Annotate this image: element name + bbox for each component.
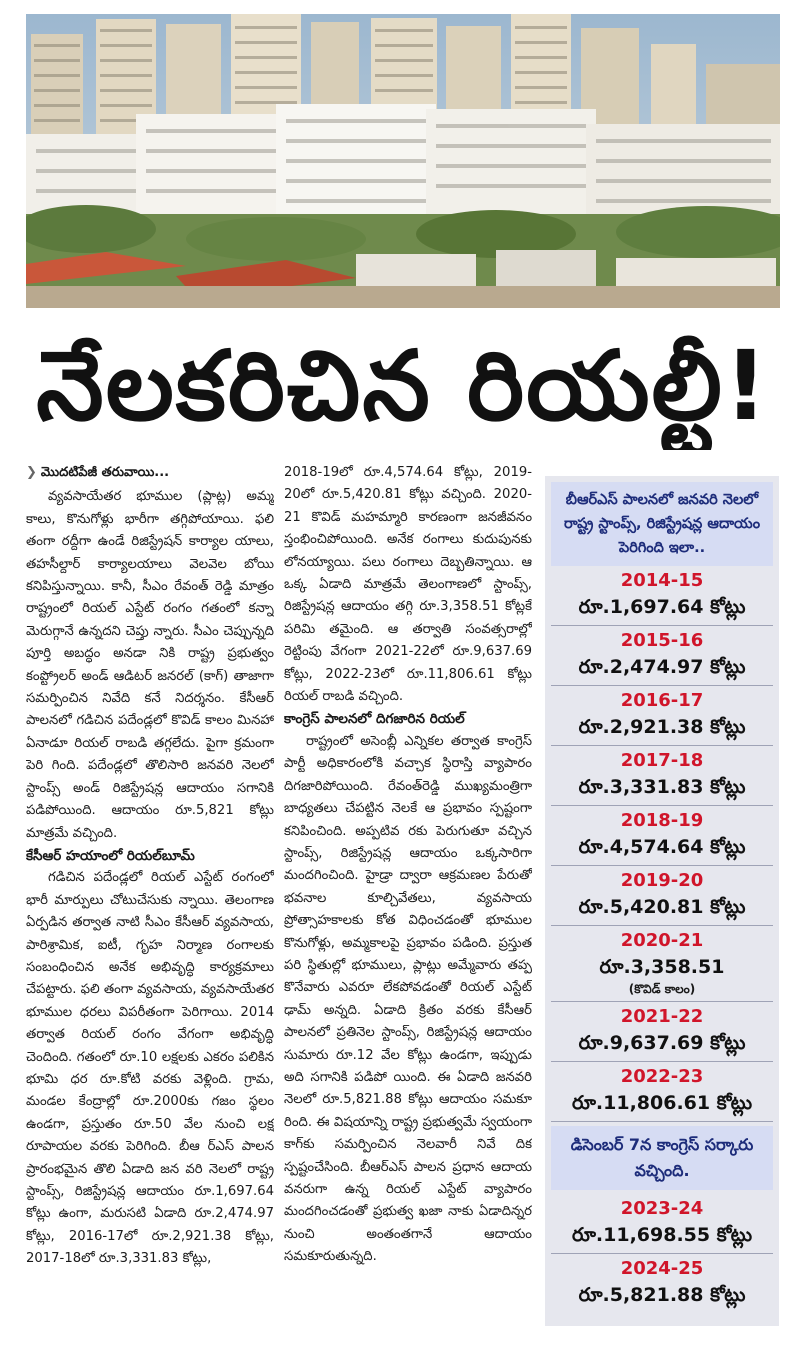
year-entry [551, 1194, 773, 1254]
article-column-2 [284, 462, 532, 1342]
subheading: కేసీఆర్ హయాంలో రియల్‌బూమ్ [26, 847, 195, 864]
cityscape-photo [26, 14, 780, 308]
year-entry [551, 566, 773, 626]
year-entry [551, 1002, 773, 1062]
amount-value: రూ.5,821.88 కోట్లు [578, 1284, 746, 1306]
amount-value: రూ.11,698.55 కోట్లు [571, 1224, 753, 1246]
year-label: 2016-17 [620, 690, 704, 711]
year-label: 2015-16 [620, 630, 704, 651]
year-label: 2021-22 [620, 1006, 704, 1027]
subheading: కాంగ్రెస్ పాలనలో దిగజారిన రియల్ [284, 711, 465, 728]
year-label: 2020-21 [620, 930, 704, 951]
year-label: 2014-15 [620, 570, 704, 591]
year-entry [551, 1062, 773, 1122]
article-column-1 [26, 462, 274, 1342]
year-label: 2017-18 [620, 750, 704, 771]
year-label: 2018-19 [620, 810, 704, 831]
revenue-sidebar [545, 476, 779, 1326]
year-label: 2022-23 [620, 1066, 704, 1087]
chevron-right-icon: ❯ [26, 465, 37, 480]
sidebar-heading: బీఆర్ఎస్ పాలనలో జనవరి నెలలో రాష్ట్ర స్టాంప్స్, రిజిస్ట్రేషన్ల ఆదాయం పెరిగింది ఇలా.. [551, 482, 773, 566]
paragraph: గడిచిన పదేండ్లలో రియల్ ఎస్టేట్ రంగంలో భారీ మార్పులు చోటుచేసుకు న్నాయి. తెలంగాణ ఏర్పడిన తర్వాత నాటి సీఎం కేసీఆర్ వ్యవసాయ, పారిశ్రామిక, ఐటీ, గృహ నిర్మాణ రంగాలకు సంబంధించిన అనేక అభివృద్ధి కార్యక్రమాలు చేపట్టారు. ఫలి తంగా వ్యవసాయ, వ్యవసాయేతర భూముల ధరలు విపరీతంగా పెరిగాయి. 2014 తర్వాత రియల్ రంగం వేగంగా అభివృద్ధి చెందింది. గతంలో రూ.10 లక్షలకు ఎకరం పలికిన భూమి ధర రూ.కోటి వరకు వెళ్లింది. గ్రామ, మండల కేంద్రాల్లో రూ.2000కు గజం స్థలం ఉండగా, ప్రస్తుతం రూ.50 వేల నుంచి లక్ష రూపాయల వరకు పెరిగింది. బీఆ ర్ఎస్ పాలన ప్రారంభమైన తొలి ఏడాది జన వరి నెలలో రాష్ట్ర స్టాంప్స్, రిజిస్ట్రేషన్ల ఆదాయం రూ.1,697.64 కోట్లు ఉంగా, మరుసటి ఏడాది రూ.2,474.97 కోట్లు, 2016-17లో రూ.2,921.38 కోట్లు, 2017-18లో రూ.3,331.83 కోట్లు, [26, 870, 274, 1267]
year-label: 2024-25 [620, 1258, 704, 1279]
year-entry [551, 686, 773, 746]
amount-value: రూ.11,806.61 కోట్లు [571, 1092, 753, 1114]
year-entry [551, 866, 773, 926]
amount-value: రూ.3,331.83 కోట్లు [578, 776, 746, 798]
year-entry [551, 626, 773, 686]
year-entry [551, 746, 773, 806]
amount-value: రూ.5,420.81 కోట్లు [578, 896, 746, 918]
amount-value: రూ.2,474.97 కోట్లు [578, 656, 746, 678]
kicker-text: మొదటిపేజీ తరువాయి... [40, 465, 170, 480]
amount-value: రూ.1,697.64 కోట్లు [578, 596, 746, 618]
amount-value: రూ.2,921.38 కోట్లు [578, 716, 746, 738]
paragraph: వ్యవసాయేతర భూముల (ప్లాట్ల) అమ్మ కాలు, కొనుగోళ్లు భారీగా తగ్గిపోయాయి. ఫలి తంగా రద్దీగా ఉండే రిజిస్ట్రేషన్ కార్యాల యాలు, తహసీల్దార్ కార్యాలయాలు వెలవెల బోయి కనిపిస్తున్నాయి. కానీ, సీఎం రేవంత్ రెడ్డి మాత్రం రాష్ట్రంలో రియల్ ఎస్టేట్ రంగం గతంలో కన్నా మెరుగ్గానే ఉన్నదని చెప్తు న్నారు. సీఎం చెప్పున్నది పూర్తి అబద్ధం అనడా నికి రాష్ట్ర ప్రభుత్వం కంప్ట్రోలర్ అండ్ ఆడిటర్ జనరల్ (కాగ్) తాజాగా సమర్పించిన నివేది కనే నిదర్శనం. కేసీఆర్ పాలనలో గడిచిన పదేండ్లలో కొవిడ్ కాలం మినహా ఏనాడూ రియల్ రాబడి తగ్గలేదు. పైగా క్రమంగా పెరి గింది. పదేండ్లలో తొలిసారి జనవరి నెలలో స్టాంప్స్ అండ్ రిజిస్ట్రేషన్ల ఆదాయం సగానికి పడిపోయింది. ఆదాయం రూ.5,821 కోట్లు మాత్రమే వచ్చింది. [26, 489, 274, 841]
amount-value: రూ.3,358.51 [599, 956, 725, 978]
covid-note: (కొవిడ్ కాలం) [628, 982, 696, 996]
year-entry [551, 806, 773, 866]
paragraph: 2018-19లో రూ.4,574.64 కోట్లు, 2019-20లో రూ.5,420.81 కోట్లు వచ్చింది. 2020-21 కొవిడ్ మహమ్మారి కారణంగా జనజీవనం స్తంభించిపోయింది. అనేక రంగాలు కుదుపునకు లోనయ్యాయి. పలు రంగాలు దెబ్బతిన్నాయి. ఆ ఒక్క ఏడాది మాత్రమే తెలంగాణలో స్టాంప్స్, రిజిస్ట్రేషన్ల ఆదాయం తగ్గి రూ.3,358.51 కోట్లకే పరిమి తమైంది. ఆ తర్వాతి సంవత్సరాల్లో రెట్టింపు వేగంగా 2021-22లో రూ.9,637.69 కోట్లు, 2022-23లో రూ.11,806.61 కోట్లు రియల్ రాబడి వచ్చింది. [284, 465, 532, 705]
continued-kicker [26, 462, 274, 484]
amount-value: రూ.4,574.64 కోట్లు [578, 836, 746, 858]
year-entry [551, 926, 773, 1002]
congress-govt-note: డిసెంబర్ 7న కాంగ్రెస్ సర్కారు వచ్చింది. [551, 1126, 773, 1190]
amount-value: రూ.9,637.69 కోట్లు [578, 1032, 746, 1054]
year-label: 2019-20 [620, 870, 704, 891]
year-entry [551, 1254, 773, 1313]
paragraph: రాష్ట్రంలో అసెంబ్లీ ఎన్నికల తర్వాత కాంగ్రెస్ పార్టీ అధికారంలోకి వచ్చాక స్థిరాస్తి వ్యాపారం దిగజారిపోయింది. రేవంత్‌రెడ్డి ముఖ్యమంత్రిగా బాధ్యతలు చేపట్టిన నెలకే ఆ ప్రభావం స్పష్టంగా కనిపించింది. అప్పటివ రకు పెరుగుతూ వచ్చిన స్టాంప్స్, రిజిస్ట్రేషన్ల ఆదాయం ఒక్కసారిగా మందగించింది. హైడ్రా ద్వారా ఆక్రమణల పేరుతో భవనాల కూల్చివేతలు, వ్యవసాయ ప్రోత్సాహకాలకు కోత విధించడంతో భూముల కొనుగోళ్లు, అమ్మకాలపై ప్రభావం పడింది. ప్రస్తుత పరి స్థితుల్లో భూములు, ప్లాట్లు అమ్మేవారు తప్ప కొనేవారు ఎవరూ లేకపోవడంతో రియల్ ఎస్టేట్ ఢామ్ అన్నది. ఏడాది క్రితం వరకు కేసీఆర్ పాలనలో ప్రతినెల స్టాంప్స్, రిజిస్ట్రేషన్ల ఆదాయం సుమారు రూ.12 వేల కోట్లు ఉండగా, ఇప్పుడు అది సగానికి పడిపో యింది. ఈ ఏడాది జనవరి నెలలో రూ.5,821.88 కోట్లు ఆదాయం సమకూ రింది. ఈ విషయాన్ని రాష్ట్ర ప్రభుత్వమే స్వయంగా కాగ్‌కు సమర్పించిన నెలవారీ నివే దిక స్పష్టంచేసింది. బీఆర్ఎస్ పాలన ప్రధాన ఆదాయ వనరుగా ఉన్న రియల్ ఎస్టేట్ వ్యాపారం మందగించడంతో ప్రభుత్వ ఖజా నాకు ఏడాదిన్నర నుంచి అంతంతగానే ఆదాయం సమకూరుతున్నది. [284, 733, 532, 1265]
headline: నేలకరిచిన రియల్టీ! [36, 330, 770, 442]
year-label: 2023-24 [620, 1198, 704, 1219]
